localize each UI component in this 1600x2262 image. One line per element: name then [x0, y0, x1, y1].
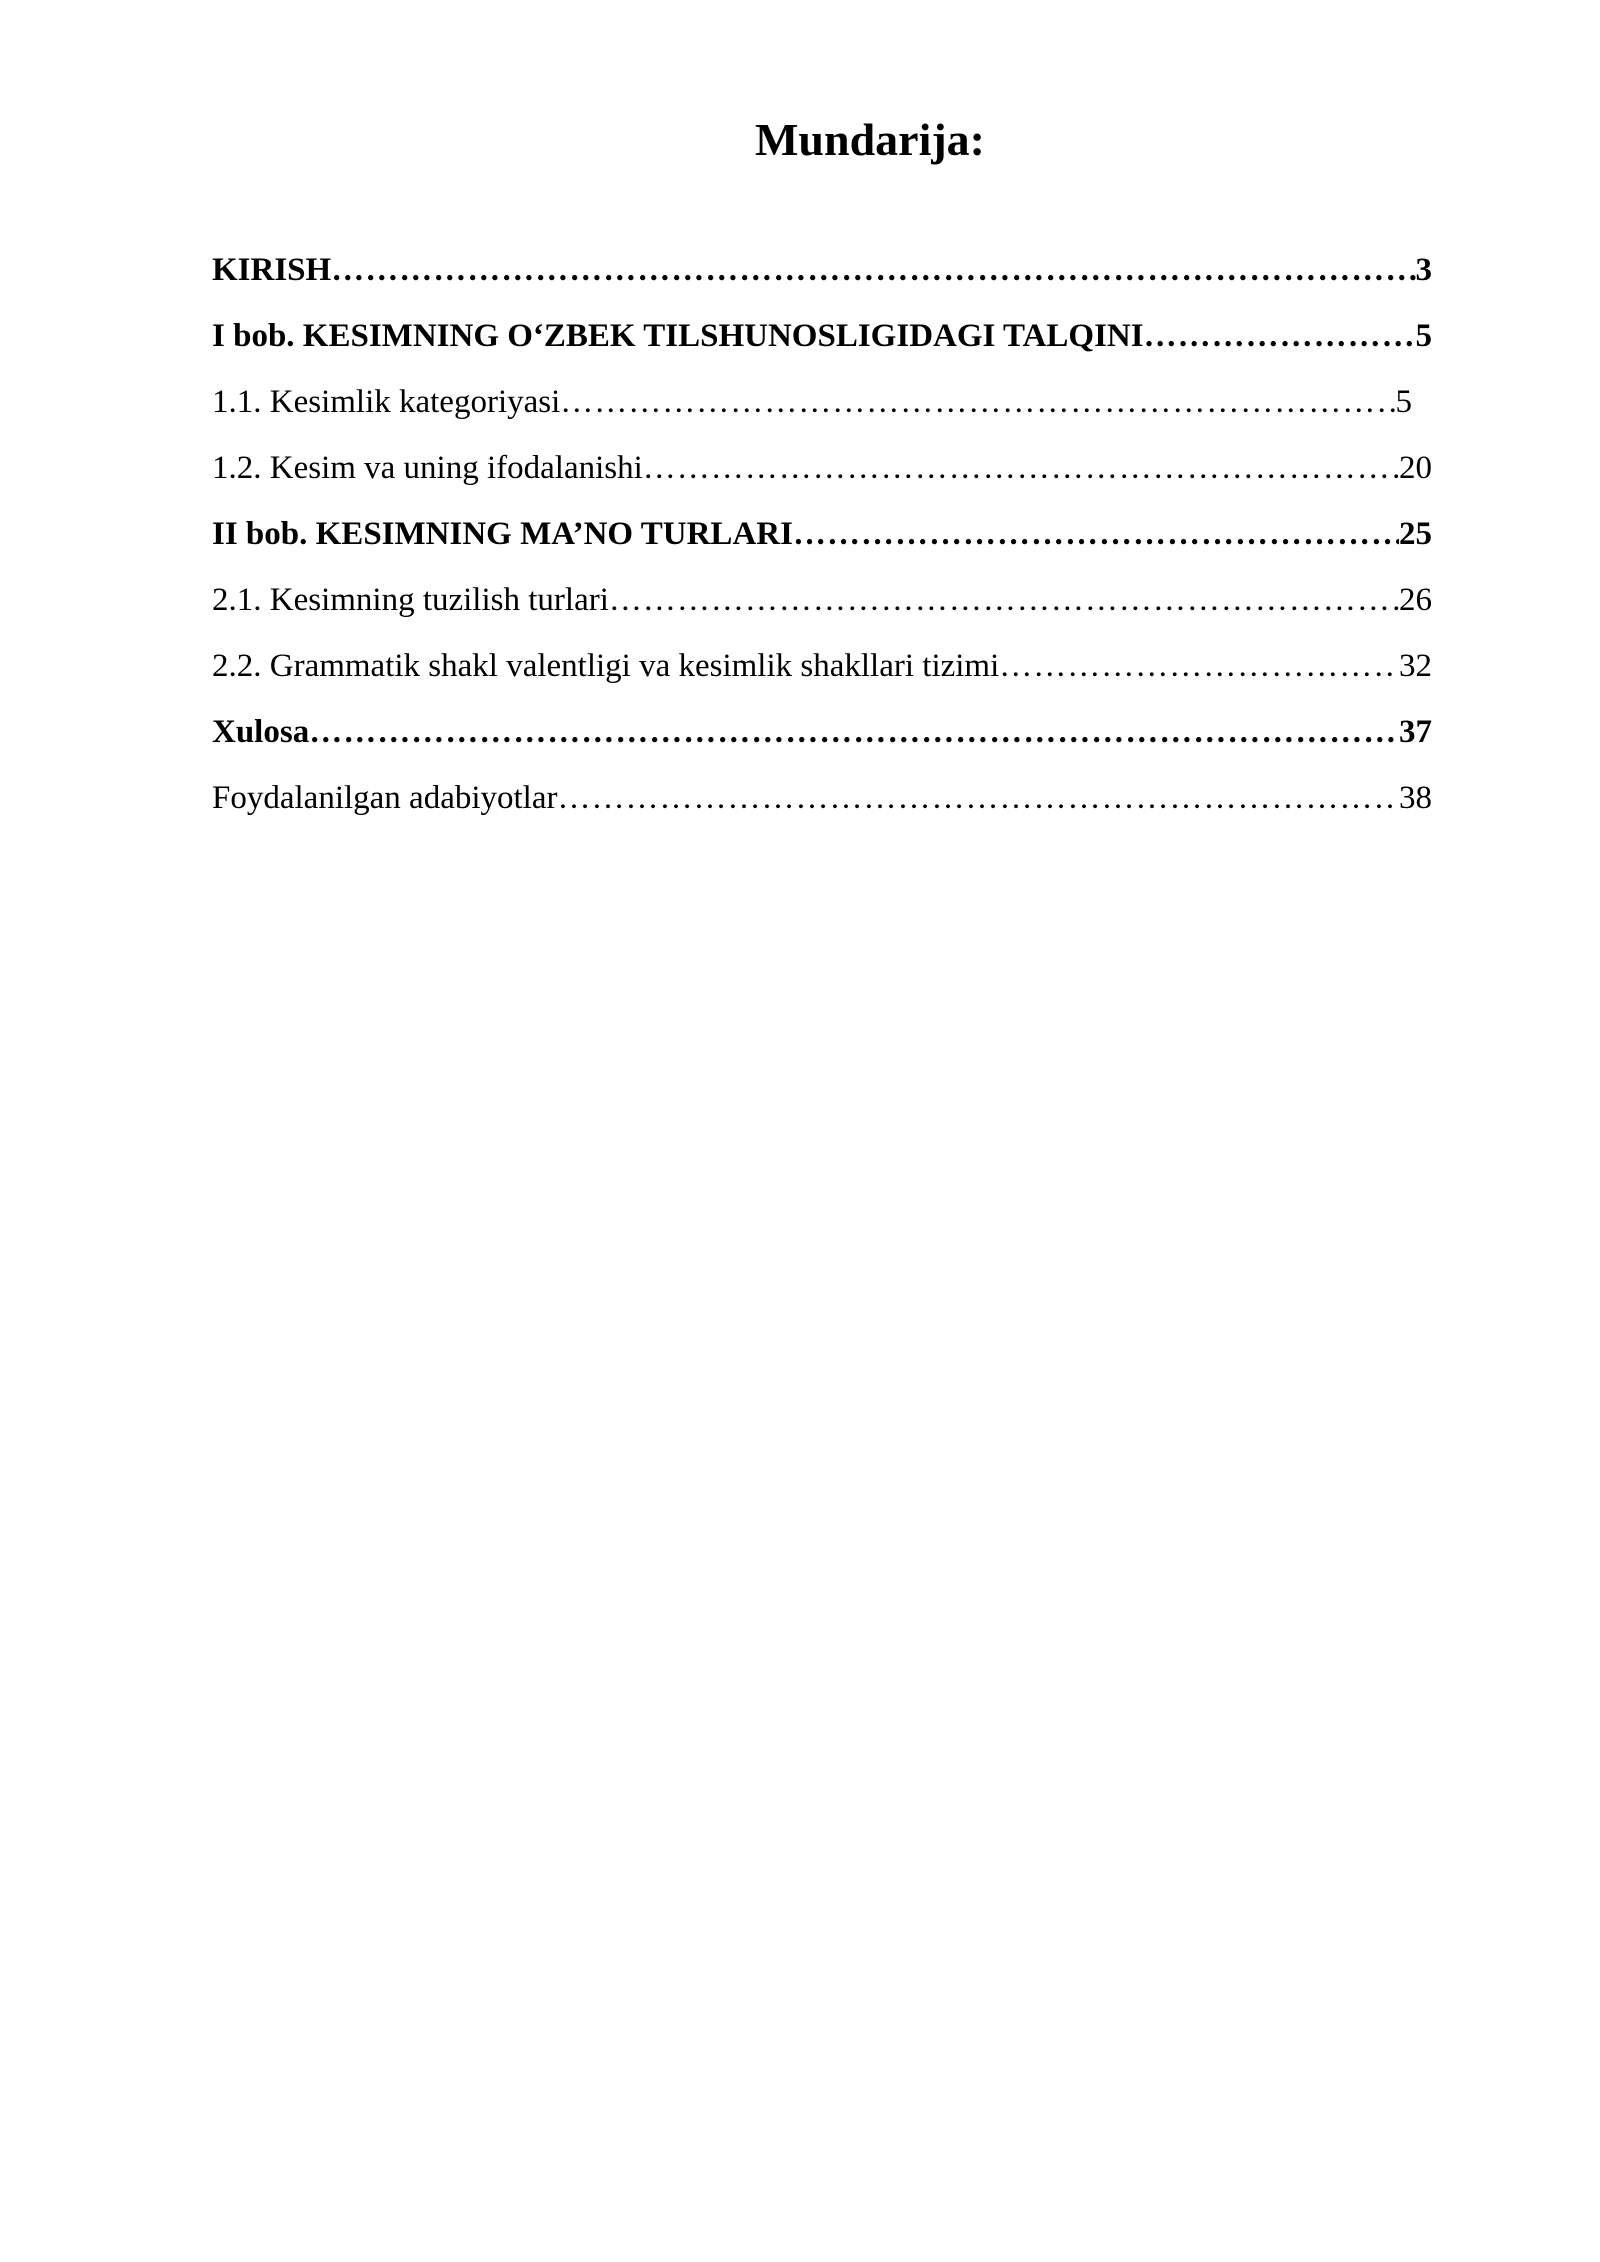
toc-dot-leader: [1144, 310, 1416, 362]
page-title: Mundarija:: [755, 114, 985, 165]
toc-page-number: 25: [1399, 516, 1432, 552]
toc-entry-kirish[interactable]: [212, 244, 1432, 310]
toc-page-number: 26: [1399, 582, 1432, 618]
toc-entry-text: Xulosa: [212, 714, 310, 750]
toc-dot-leader: [558, 772, 1400, 824]
toc-entry-bibliography[interactable]: [212, 772, 1432, 838]
toc-entry-text: KIRISH: [212, 252, 332, 288]
toc-page-number: 38: [1399, 780, 1432, 816]
toc-dot-leader: [643, 442, 1399, 494]
toc-entry-section-2-2[interactable]: [212, 640, 1432, 706]
table-of-contents: [212, 244, 1432, 838]
toc-dot-leader: [309, 706, 1399, 758]
toc-page-number: 5: [1395, 384, 1412, 420]
toc-page-number: 20: [1399, 450, 1432, 486]
toc-entry-text: 2.2. Grammatik shakl valentligi va kesimlik shakllari tizimi: [212, 648, 1000, 684]
toc-entry-xulosa[interactable]: [212, 706, 1432, 772]
toc-entry-text: I bob. KESIMNING O‘ZBEK TILSHUNOSLIGIDAGI TALQINI: [212, 318, 1144, 354]
toc-entry-chapter-1[interactable]: [212, 310, 1432, 376]
toc-entry-section-1-2[interactable]: [212, 442, 1432, 508]
toc-entry-section-2-1[interactable]: [212, 574, 1432, 640]
toc-dot-leader: [793, 508, 1399, 560]
toc-page-number: 5: [1415, 318, 1432, 354]
toc-page-number: 32: [1399, 648, 1432, 684]
toc-dot-leader: [999, 640, 1399, 692]
toc-entry-text: 1.2. Kesim va uning ifodalanishi: [212, 450, 643, 486]
toc-entry-chapter-2[interactable]: [212, 508, 1432, 574]
toc-entry-text: 2.1. Kesimning tuzilish turlari: [212, 582, 609, 618]
toc-dot-leader: [560, 376, 1395, 428]
toc-dot-leader: [331, 244, 1415, 296]
toc-entry-text: II bob. KESIMNING MA’NO TURLARI: [212, 516, 793, 552]
toc-entry-section-1-1[interactable]: [212, 376, 1412, 442]
toc-entry-text: 1.1. Kesimlik kategoriyasi: [212, 384, 561, 420]
toc-dot-leader: [609, 574, 1399, 626]
toc-page-number: 37: [1399, 714, 1432, 750]
toc-entry-text: Foydalanilgan adabiyotlar: [212, 780, 558, 816]
toc-page-number: 3: [1415, 252, 1432, 288]
